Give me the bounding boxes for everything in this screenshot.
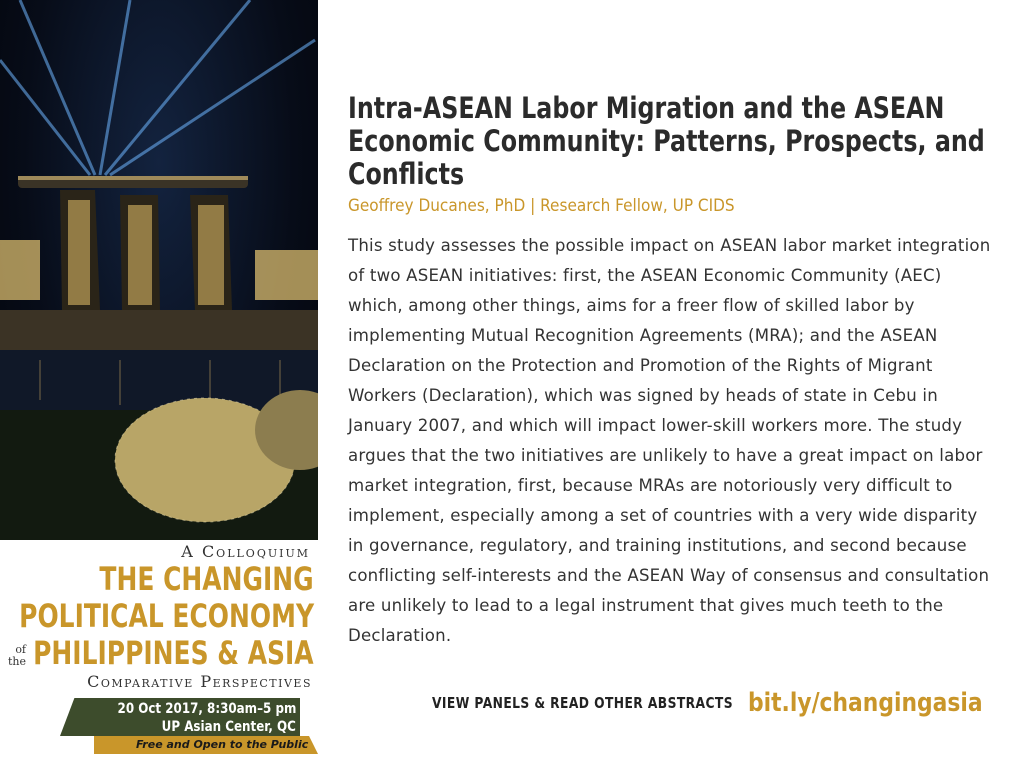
cover-photo [0,0,318,540]
series-label: A Colloquium [181,542,310,561]
event-poster [0,540,318,768]
author-line: Geoffrey Ducanes, PhD | Research Fellow, UP CIDS [348,196,735,216]
admission-text: Free and Open to the Public [136,738,309,751]
event-subtitle: Comparative Perspectives [87,672,312,691]
marina-bay-night-illustration [0,0,318,540]
event-title-of-the: of the [8,643,27,668]
abstract-panel [348,92,998,651]
view-panels-cta: VIEW PANELS & READ OTHER ABSTRACTS [432,694,733,712]
event-venue: UP Asian Center, QC [161,719,296,735]
paper-title: Intra-ASEAN Labor Migration and the ASEAN Economic Community: Patterns, Prospects, and Conflicts [348,91,985,191]
event-date-time: 20 Oct 2017, 8:30am–5 pm [117,701,296,717]
waterfront [0,310,318,350]
abstract-text: This study assesses the possible impact on ASEAN labor market integration of two ASEAN initiatives: first, the ASEAN Economic Community (AEC) which, among other things, aims for a freer flow of skilled labor by implementing Mutual Recognition Agreements (MRA); and the ASEAN Declaration on the Protection and Promotion of the Rights of Migrant Workers (Declaration), which was signed by heads of state in Cebu in January 2007, and which will impact lower-skill workers more. The study argues that the two initiatives are unlikely to have a great impact on labor market integration, first, because MRAs are notoriously very difficult to implement, especially among a set of countries with a very wide disparity in governance, regulatory, and training institutions, and second because conflicting self-interests and the ASEAN Way of consensus and consultation are unlikely to lead to a legal instrument that gives much teeth to the Declaration. [348,236,991,645]
event-title-line-1: THE CHANGING [99,560,314,598]
event-title-line-3: PHILIPPINES & ASIA [33,634,314,672]
event-title-line-2: POLITICAL ECONOMY [19,597,314,635]
event-link[interactable]: bit.ly/changingasia [748,688,983,718]
light-beams [0,0,315,175]
